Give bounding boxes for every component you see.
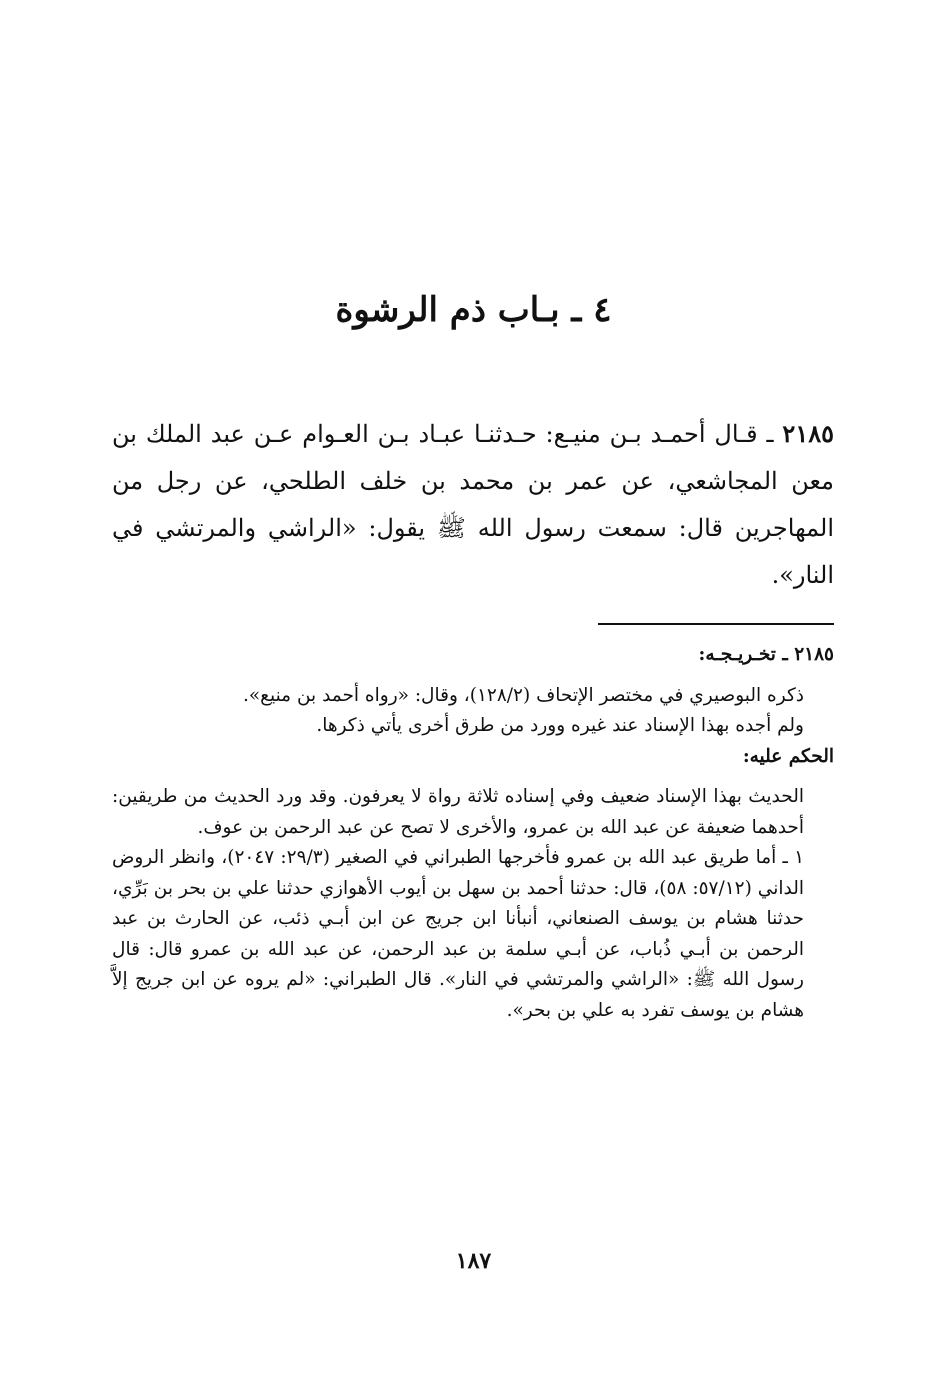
- takhrij-line-1: ذكره البوصيري في مختصر الإتحاف (١٢٨/٢)، وقال: «رواه أحمد بن منيع».: [242, 684, 804, 706]
- hukm-text: الحديث بهذا الإسناد ضعيف وفي إسناده ثلاثة رواة لا يعرفون. وقد ورد الحديث من طريقين: أحدهما ضعيفة عن عبد الله بن عمرو، والأخرى لا تصح عن عبد الرحمن بن عوف.: [112, 786, 804, 838]
- hadith-text: ـ قـال أحمـد بـن منيـع: حـدثنـا عبـاد بـن العـوام عـن عبد الملك بن معن المجاشعي، عن عمر بن محمد بن خلف الطلحي، عن رجل من المهاجرين قال: سمعت رسول الله ﷺ يقول: «الراشي والمرتشي في النار».: [112, 420, 834, 589]
- takhrij-heading: ٢١٨٥ ـ تخـريـجـه:: [698, 644, 834, 665]
- hadith-paragraph: [112, 410, 834, 599]
- hadith-number: ٢١٨٥: [782, 419, 834, 448]
- page-number: ١٨٧: [455, 1248, 492, 1274]
- point-1-text: ١ ـ أما طريق عبد الله بن عمرو فأخرجها الطبراني في الصغير (٢٩/٣: ٢٠٤٧)، وانظر الروض الداني (٥٧/١٢: ٥٨)، قال: حدثنا أحمد بن سهل بن أيوب الأهوازي حدثنا علي بن بحر بن بَرِّي، حدثنا هشام بن يوسف الصنعاني، أنبأنا ابن جريج عن ابن أبـي ذئب، عن الحارث بن عبد الرحمن بن أبـي ذُباب، عن أبـي سلمة بن عبد الرحمن، عن عبد الله بن عمرو قال: قال رسول الله ﷺ: «الراشي والمرتشي في النار». قال الطبراني: «لم يروه عن ابن جريج إلاَّ هشام بن يوسف تفرد به علي بن بحر».: [112, 847, 804, 1021]
- footnotes: [112, 640, 834, 1026]
- takhrij-line-2: ولم أجده بهذا الإسناد عند غيره وورد من طرق أخرى يأتي ذكرها.: [316, 715, 804, 736]
- footnote-divider: [598, 623, 834, 625]
- chapter-title: ٤ ـ بـاب ذم الرشوة: [335, 290, 612, 330]
- hukm-heading: الحكم عليه:: [742, 745, 834, 767]
